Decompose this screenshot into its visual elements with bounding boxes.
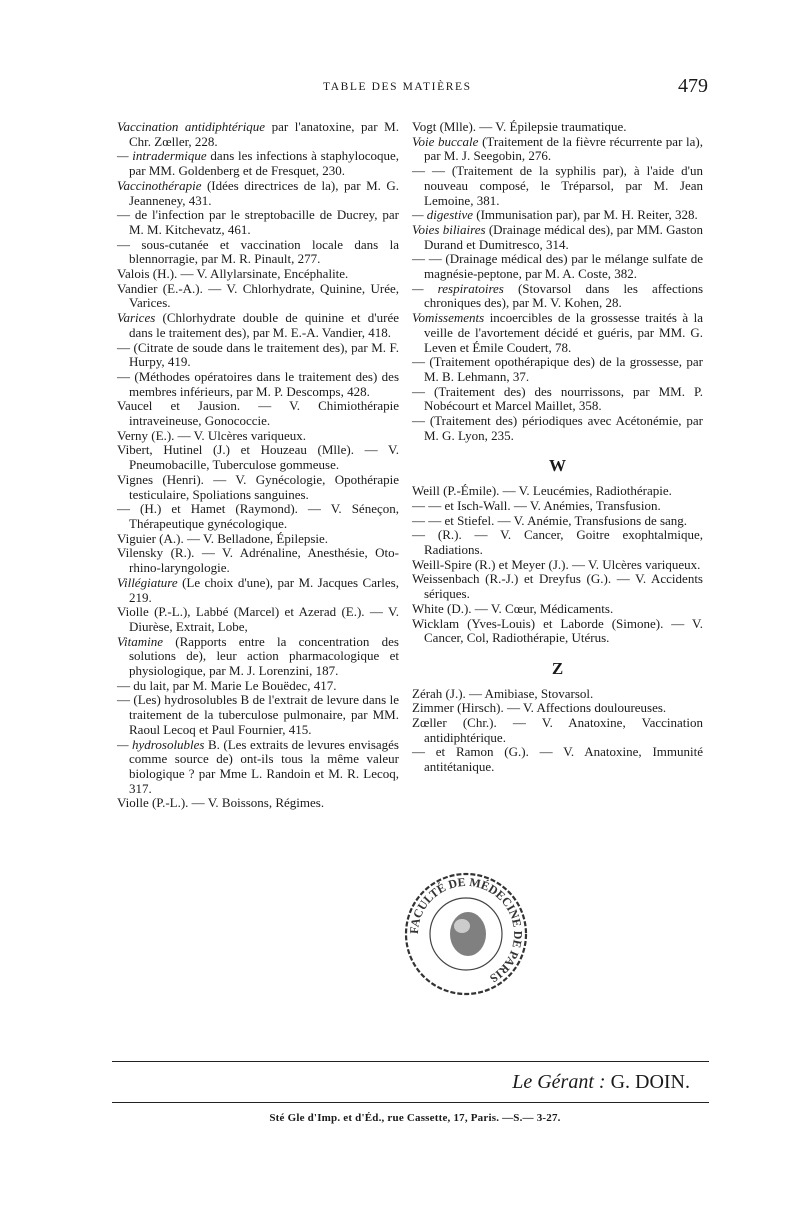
index-entry	[117, 149, 399, 178]
entry-text: — (Citrate de soude dans le traitement des), par M. F. Hurpy, 419.	[117, 339, 399, 370]
entry-text: Vaucel et Jausion. — V. Chimiothérapie intraveineuse, Gonococcie.	[117, 398, 399, 429]
entry-text: Valois (H.). — V. Allylarsinate, Encéphalite.	[117, 266, 349, 282]
entry-text: Vandier (E.-A.). — V. Chlorhydrate, Quinine, Urée, Varices.	[117, 280, 399, 311]
index-entry	[117, 576, 399, 605]
entry-text: par l'anatoxine, par M. Chr. Zœller, 228.	[129, 119, 399, 149]
index-entry	[412, 282, 703, 311]
footer-rule-top	[112, 1061, 709, 1062]
entry-text: (Le choix d'une), par M. Jacques Carles, 219.	[129, 574, 399, 605]
index-entry	[412, 701, 703, 716]
index-entry	[117, 693, 399, 737]
entry-text: Weill (P.-Émile). — V. Leucémies, Radiothérapie.	[412, 483, 672, 499]
index-entry	[117, 282, 399, 311]
printer-imprint: Sté Gle d'Imp. et d'Éd., rue Cassette, 17, Paris. —S.— 3-27.	[269, 1112, 561, 1124]
section-w	[412, 484, 703, 646]
index-entry	[117, 267, 399, 282]
index-entry	[117, 238, 399, 267]
entry-text: — et Ramon (G.). — V. Anatoxine, Immunité antitétanique.	[412, 744, 703, 775]
index-entry	[117, 120, 399, 149]
entry-text: — — (Traitement de la syphilis par), à l'aide d'un nouveau composé, le Tréparsol, par M. Jean Lemoine, 381.	[412, 163, 703, 208]
index-entry	[412, 252, 703, 281]
section-letter-w: W	[549, 456, 566, 476]
index-entry	[412, 617, 703, 646]
entry-text: Zérah (J.). — Amibiase, Stovarsol.	[412, 685, 594, 701]
entry-text: Vogt (Mlle). — V. Épilepsie traumatique.	[412, 119, 627, 134]
entry-text: (Chlorhydrate double de quinine et d'urée dans le traitement des), par M. E.-A. Vandier, 418.	[129, 310, 399, 340]
index-entry	[412, 484, 703, 499]
index-entry	[117, 738, 399, 797]
index-entry	[117, 179, 399, 208]
index-column-left	[117, 120, 399, 811]
index-entry	[117, 546, 399, 575]
entry-text: Weill-Spire (R.) et Meyer (J.). — V. Ulcères variqueux.	[412, 556, 701, 572]
entry-text: — — et Stiefel. — V. Anémie, Transfusions de sang.	[412, 512, 688, 528]
entry-heading: Villégiature	[117, 574, 178, 590]
index-entry	[117, 208, 399, 237]
index-entry	[412, 120, 703, 135]
entry-text: Zimmer (Hirsch). — V. Affections douloureuses.	[412, 700, 667, 716]
index-entry	[412, 514, 703, 529]
entry-heading: Voie buccale	[412, 133, 479, 149]
entry-heading: Vaccination antidiphtérique	[117, 119, 266, 134]
index-entry	[412, 414, 703, 443]
entry-text: — (R.). — V. Cancer, Goitre exophtalmique, Radiations.	[412, 527, 703, 557]
entry-text: dans les infections à staphylocoque, par MM. Goldenberg et de Fresquet, 230.	[129, 148, 399, 179]
entry-text: — — et Isch-Wall. — V. Anémies, Transfusion.	[412, 497, 661, 513]
entry-text: Vignes (Henri). — V. Gynécologie, Opothérapie testiculaire, Spoliations sanguines.	[117, 471, 399, 502]
index-entry	[412, 311, 703, 355]
entry-heading: Vomissements	[412, 310, 485, 326]
index-entry	[117, 679, 399, 694]
entry-text: — sous-cutanée et vaccination locale dans la blennorragie, par M. R. Pinault, 277.	[117, 236, 399, 267]
entry-text: (Idées directrices de la), par M. G. Jeanneney, 431.	[129, 177, 399, 208]
entry-heading: — hydrosolubles	[117, 736, 205, 752]
entry-text: B. (Les extraits de levures envisagés comme source de) ont-ils tous la même valeur biologique ? par Mme L. Randoin et M. R. Lecoq, 317.	[129, 736, 399, 796]
entry-text: — du lait, par M. Marie Le Bouëdec, 417.	[117, 677, 337, 693]
entry-heading: Varices	[117, 310, 156, 326]
entry-text: — (Traitement des) périodiques avec Acétonémie, par M. G. Lyon, 235.	[412, 413, 703, 443]
entry-heading: — intradermique	[117, 148, 207, 164]
entry-text: (Drainage médical des), par MM. Gaston Durand et Dumitresco, 314.	[424, 221, 703, 252]
index-entry	[117, 473, 399, 502]
section-letter-z: Z	[551, 658, 564, 678]
stamp-text: FACULTÉ DE MÉDECINE DE PARIS	[406, 874, 526, 986]
entry-text: Vibert, Hutinel (J.) et Houzeau (Mlle). — V. Pneumobacille, Tuberculose gommeuse.	[117, 442, 399, 473]
index-entry	[117, 311, 399, 340]
footer-rule-bottom	[112, 1102, 709, 1103]
entry-heading: — digestive	[412, 207, 474, 223]
section-v-continued	[412, 120, 703, 443]
index-entry	[412, 385, 703, 414]
index-entry	[117, 370, 399, 399]
index-entry	[412, 499, 703, 514]
entry-heading: — respiratoires	[412, 280, 504, 296]
entry-text: Verny (E.). — V. Ulcères variqueux.	[117, 427, 307, 443]
index-entry	[412, 164, 703, 208]
page-number: 479	[678, 75, 708, 97]
running-title: TABLE DES MATIÈRES	[323, 81, 472, 93]
page-header	[115, 75, 708, 100]
index-entry	[412, 135, 703, 164]
index-column-right	[412, 120, 703, 775]
index-entry	[117, 341, 399, 370]
entry-text: — — (Drainage médical des) par le mélange sulfate de magnésie-peptone, par M. A. Coste, 382.	[412, 251, 703, 282]
entry-text: Violle (P.-L.), Labbé (Marcel) et Azerad (E.). — V. Diurèse, Extrait, Lobe,	[117, 604, 399, 634]
index-entry	[412, 558, 703, 573]
index-entry	[117, 443, 399, 472]
entry-text: — (Les) hydrosolubles B de l'extrait de levure dans le traitement de la tuberculose pulmonaire, par MM. Raoul Lecoq et Paul Fournier, 415.	[117, 692, 399, 737]
entry-text: — (Méthodes opératoires dans le traitement des) des membres inférieurs, par M. P. Descomps, 428.	[117, 368, 399, 399]
index-entry	[412, 745, 703, 774]
gerant-label: Le Gérant :	[512, 1071, 606, 1093]
index-entry	[412, 572, 703, 601]
index-entry	[412, 716, 703, 745]
entry-text: (Traitement de la fièvre récurrente par la), par M. J. Seegobin, 276.	[424, 133, 703, 164]
entry-text: — de l'infection par le streptobacille de Ducrey, par M. M. Kitchevatz, 461.	[117, 207, 399, 237]
entry-text: Weissenbach (R.-J.) et Dreyfus (G.). — V. Accidents sériques.	[412, 571, 703, 602]
entry-text: Violle (P.-L.). — V. Boissons, Régimes.	[117, 795, 325, 811]
index-entry	[117, 429, 399, 444]
entry-text: incoercibles de la grossesse traités à la veille de l'avortement décidé et guéris, par MM. G. Leven et Émile Coudert, 78.	[424, 310, 703, 355]
entry-heading: Vaccinothérapie	[117, 177, 202, 193]
entry-text: — (H.) et Hamet (Raymond). — V. Séneçon, Thérapeutique gynécologique.	[117, 501, 399, 531]
entry-text: Vilensky (R.). — V. Adrénaline, Anesthésie, Oto-rhino-laryngologie.	[117, 545, 399, 576]
index-entry	[117, 532, 399, 547]
index-entry	[412, 528, 703, 557]
index-entry	[412, 355, 703, 384]
index-entry	[117, 605, 399, 634]
index-entry	[117, 635, 399, 679]
entry-text: (Stovarsol dans les affections chroniques des), par M. V. Kohen, 28.	[424, 280, 704, 311]
index-entry	[117, 502, 399, 531]
index-entry	[412, 687, 703, 702]
index-entry	[412, 208, 703, 223]
library-stamp	[402, 870, 530, 998]
entry-text: — (Traitement des) des nourrissons, par MM. P. Nobécourt et Marcel Maillet, 358.	[412, 383, 703, 414]
gerant-name: G. DOIN.	[610, 1071, 690, 1093]
entry-text: Wicklam (Yves-Louis) et Laborde (Simone). — V. Cancer, Col, Radiothérapie, Utérus.	[412, 615, 703, 646]
gerant-line	[512, 1071, 690, 1094]
index-entry	[117, 399, 399, 428]
index-entry	[117, 796, 399, 811]
entry-text: Viguier (A.). — V. Belladone, Épilepsie.	[117, 530, 329, 546]
entry-text: White (D.). — V. Cœur, Médicaments.	[412, 600, 614, 616]
entry-text: (Rapports entre la concentration des solutions de), leur action pharmacologique et physiologique, par M. J. Lorenzini, 187.	[129, 633, 399, 679]
entry-heading: Voies biliaires	[412, 221, 486, 237]
entry-text: Zœller (Chr.). — V. Anatoxine, Vaccination antidiphtérique.	[412, 715, 703, 745]
index-entry	[412, 223, 703, 252]
entry-heading: Vitamine	[117, 633, 163, 649]
index-entry	[412, 602, 703, 617]
section-z	[412, 687, 703, 775]
entry-text: (Immunisation par), par M. H. Reiter, 328.	[473, 207, 698, 223]
entry-text: — (Traitement opothérapique des) de la grossesse, par M. B. Lehmann, 37.	[412, 354, 703, 384]
